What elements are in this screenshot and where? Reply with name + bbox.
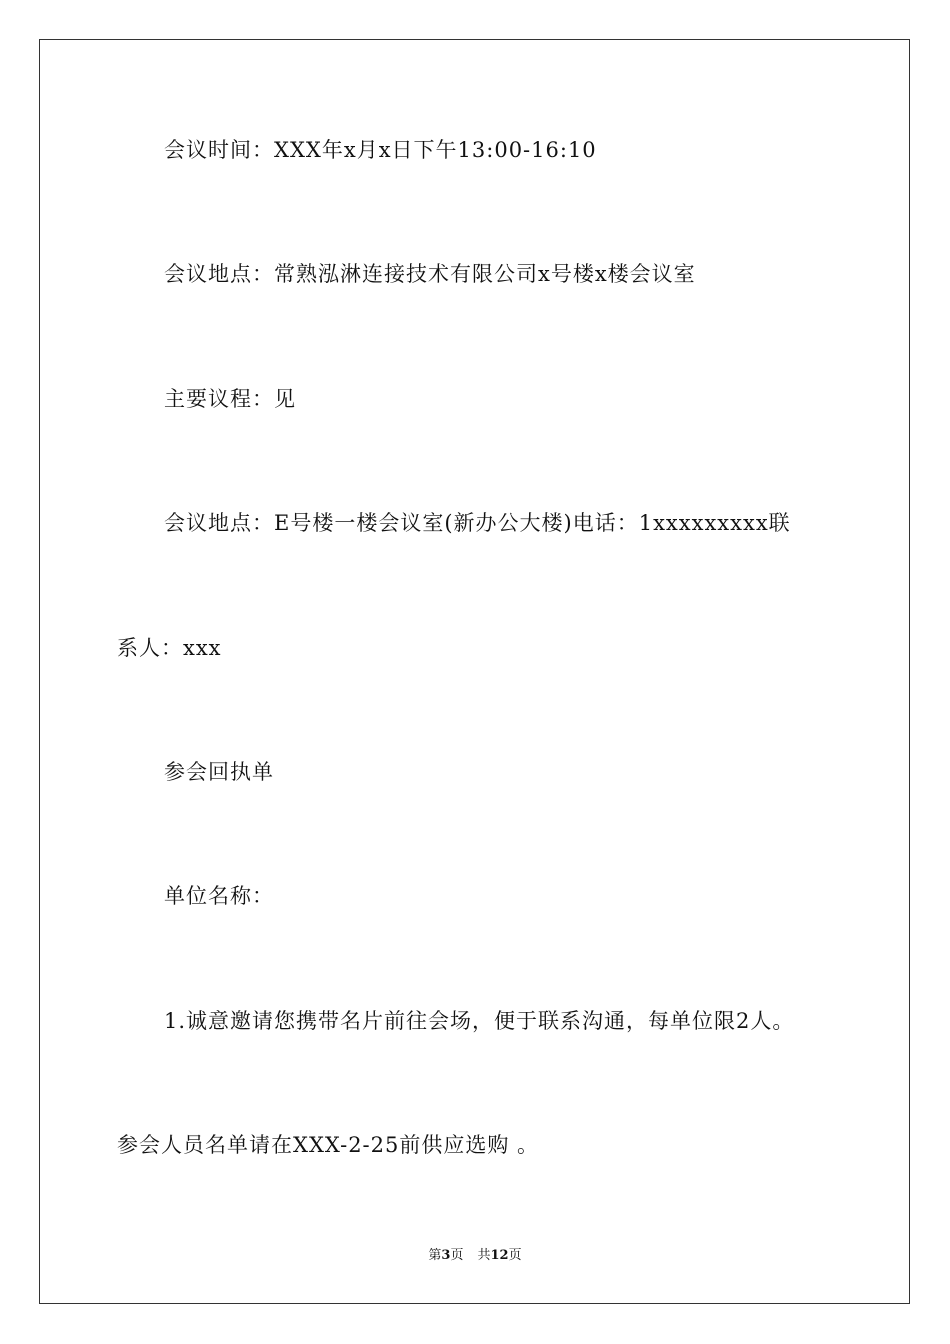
attendee-list-line: 参会人员名单请在XXX-2-25前供应选购 。 bbox=[117, 1133, 540, 1157]
contact-person-line: 系人：xxx bbox=[117, 636, 222, 660]
footer-total-prefix: 共 bbox=[477, 1248, 491, 1263]
footer-page-current: 3 bbox=[441, 1248, 451, 1263]
page-footer bbox=[0, 1247, 950, 1265]
meeting-location-phone-line: 会议地点：E号楼一楼会议室(新办公大楼)电话：1xxxxxxxxx联 bbox=[164, 511, 791, 535]
footer-page-prefix: 第 bbox=[428, 1248, 442, 1263]
meeting-location-line: 会议地点：常熟泓淋连接技术有限公司x号楼x楼会议室 bbox=[164, 262, 696, 286]
invitation-note-line: 1.诚意邀请您携带名片前往会场，便于联系沟通，每单位限2人。 bbox=[164, 1009, 795, 1033]
page-border bbox=[39, 39, 910, 1304]
footer-total-suffix: 页 bbox=[508, 1248, 522, 1263]
agenda-line: 主要议程：见 bbox=[164, 387, 296, 411]
company-name-line: 单位名称： bbox=[164, 884, 274, 908]
footer-page-suffix: 页 bbox=[450, 1248, 464, 1263]
reply-form-title: 参会回执单 bbox=[164, 760, 274, 784]
meeting-time-line: 会议时间：XXX年x月x日下午13:00-16:10 bbox=[164, 138, 597, 162]
footer-page-total: 12 bbox=[490, 1248, 509, 1263]
